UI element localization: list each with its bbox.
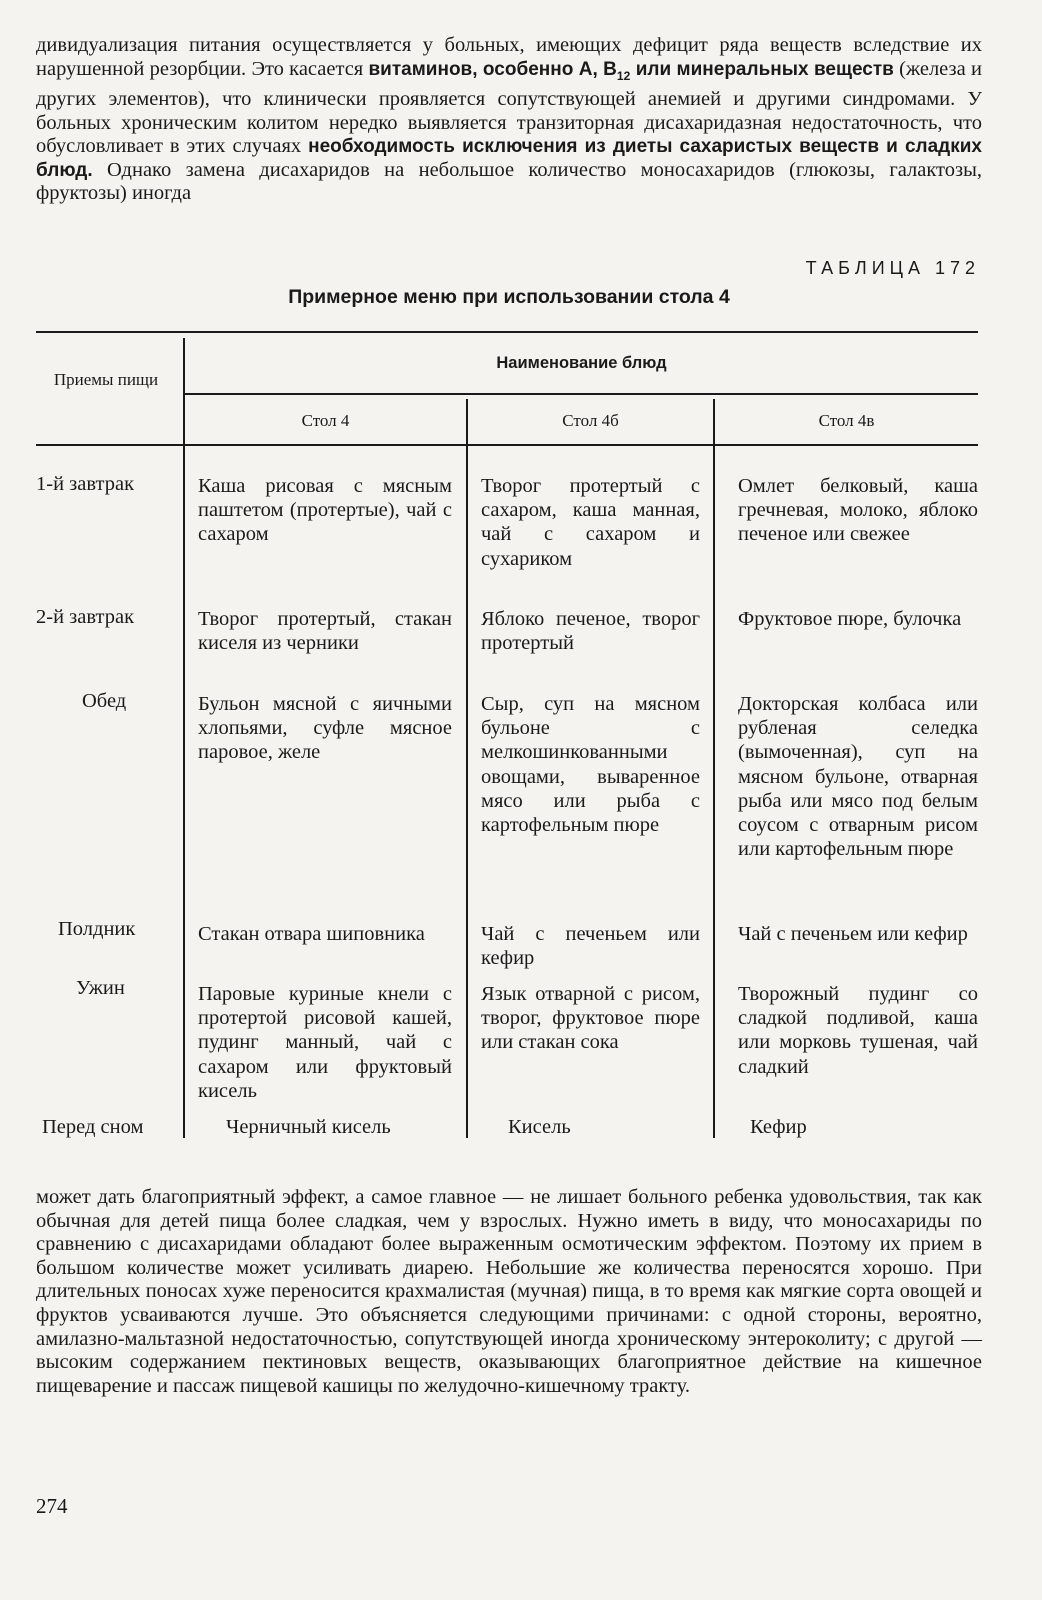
header-column: Стол 4	[301, 411, 350, 430]
header-meals: Приемы пищи	[53, 370, 159, 389]
table-cell: Кефир	[750, 1116, 807, 1138]
meal-label: 2-й завтрак	[36, 606, 135, 628]
table-cell: Творог протертый, стакан киселя из черники	[198, 608, 452, 655]
header-bottom-rule	[36, 444, 978, 446]
meal-label: 1-й завтрак	[36, 473, 135, 495]
table-cell: Яблоко печеное, творог протертый	[481, 608, 700, 655]
paragraph-top: дивидуализация питания осуществляется у больных, имеющих дефицит ряда веществ вследствие их нарушенной резорбции. Это касается витаминов, особенно A, $B_{12}$ или минеральных веществ (железа и других элементов), что клинически проявляется сопутствующей анемией и другими синдромами. У больных хроническим колитом нередко выявляется транзиторная дисахаридазная недостаточность, что обусловливает в этих случаях необходимость исключения из диеты сахаристых веществ и сладких блюд. Однако замена дисахаридов на небольшое количество моносахаридов (глюкозы, галактозы, фруктозы) иногда	[36, 34, 982, 205]
table-cell: Докторская колбаса или рубленая селедка (вымоченная), суп на мясном бульоне, отварная рыба или мясо под белым соусом с отварным рисом или картофельным пюре	[738, 693, 978, 861]
table-cell: Фруктовое пюре, булочка	[738, 608, 962, 630]
table-cell: Бульон мясной с яичными хлопьями, суфле мясное паровое, желе	[198, 693, 452, 764]
meal-label: Перед сном	[42, 1116, 144, 1138]
table-cell: Каша рисовая с мясным паштетом (протертые), чай с сахаром	[198, 475, 452, 546]
header-inner-rule	[185, 393, 978, 395]
table-cell: Омлет белковый, каша гречневая, молоко, яблоко печеное или свежее	[738, 475, 978, 546]
table-cell: Стакан отвара шиповника	[198, 923, 425, 945]
table-cell: Паровые куриные кнели с протертой рисовой кашей, пудинг манный, чай с сахаром или фруктовый кисель	[198, 983, 452, 1102]
table-top-rule	[36, 331, 978, 333]
table-cell: Язык отварной с рисом, творог, фруктовое пюре или стакан сока	[481, 983, 700, 1054]
meal-label: Полдник	[58, 918, 136, 940]
paragraph-bottom: может дать благоприятный эффект, а самое главное — не лишает больного ребенка удовольствия, так как обычная для детей пища более сладкая, чем у взрослых. Нужно иметь в виду, что моносахариды по сравнению с дисахаридами обладают более выраженным осмотическим эффектом. Поэтому их прием в большом количестве может усиливать диарею. Небольшие же количества переносятся хорошо. При длительных поносах хуже переносится крахмалистая (мучная) пища, в то время как мягкие сорта овощей и фруктов усваиваются лучше. Это объясняется следующими причинами: с одной стороны, вероятно, амилазно-мальтазной недостаточностью, сопутствующей иногда хроническому энтероколиту; с другой — высоким содержанием пектиновых веществ, оказывающих благоприятное действие на кишечное пищеварение и пассаж пищевой кашицы по желудочно-кишечному тракту.	[36, 1186, 982, 1397]
table-cell: Творожный пудинг со сладкой подливой, каша или морковь тушеная, чай сладкий	[738, 983, 978, 1078]
header-dishes: Наименование блюд	[496, 354, 667, 372]
table-cell: Творог протертый с сахаром, каша манная, чай с сахаром и сухариком	[481, 475, 700, 570]
table-cell: Сыр, суп на мясном бульоне с мелкошинкованными овощами, вываренное мясо или рыба с картофельным пюре	[481, 693, 700, 837]
meal-label: Ужин	[76, 977, 125, 999]
table-number: ТАБЛИЦА 172	[805, 258, 980, 278]
column-divider	[183, 338, 185, 1138]
page-number: 274	[36, 1494, 68, 1518]
table-cell: Чай с печеньем или кефир	[481, 923, 700, 970]
header-column: Стол 4б	[562, 411, 619, 430]
column-divider	[713, 399, 715, 1138]
header-column: Стол 4в	[818, 411, 875, 430]
meal-label: Обед	[82, 690, 127, 712]
column-divider	[466, 399, 468, 1138]
table-cell: Кисель	[508, 1116, 571, 1138]
table-cell: Черничный кисель	[226, 1116, 391, 1138]
table-title: Примерное меню при использовании стола 4	[288, 286, 730, 308]
table-cell: Чай с печеньем или кефир	[738, 923, 968, 945]
